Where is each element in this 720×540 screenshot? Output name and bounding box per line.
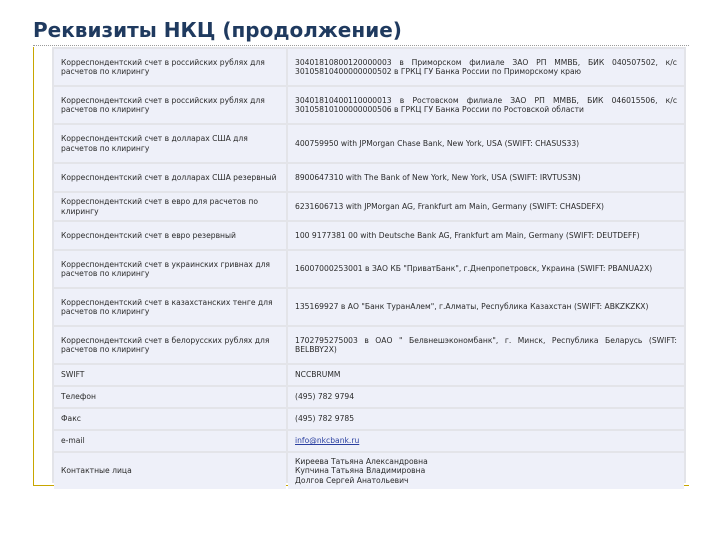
title-dotted-divider [33,45,689,46]
table-row [54,49,684,85]
row-value: (495) 782 9794 [288,387,684,407]
table-row [54,289,684,325]
row-value: 135169927 в АО "Банк ТуранАлем", г.Алматы, Республика Казахстан (SWIFT: ABKZKZKX) [288,289,684,325]
requisites-table [52,47,686,491]
row-value: 30401810800120000003 в Приморском филиале ЗАО РП ММВБ, БИК 040507502, к/с 30105810400000000502 в ГРКЦ ГУ Банка России по Приморскому краю [288,49,684,85]
table-row [54,453,684,489]
row-value: (495) 782 9785 [288,409,684,429]
row-label: Корреспондентский счет в долларах США для расчетов по клирингу [54,125,286,162]
row-label: Корреспондентский счет в евро резервный [54,222,286,249]
row-value: 100 9177381 00 with Deutsche Bank AG, Frankfurt am Main, Germany (SWIFT: DEUTDEFF) [288,222,684,249]
row-label: e-mail [54,431,286,451]
table-row [54,125,684,162]
row-label: Корреспондентский счет в долларах США резервный [54,164,286,191]
row-label: Телефон [54,387,286,407]
row-value: 30401810400110000013 в Ростовском филиале ЗАО РП ММВБ, БИК 046015506, к/с 30105810100000000506 в ГРКЦ ГУ Банка России по Ростовской области [288,87,684,123]
row-label: SWIFT [54,365,286,385]
table-row [54,164,684,191]
row-label: Факс [54,409,286,429]
row-label: Контактные лица [54,453,286,489]
row-value: 400759950 with JPMorgan Chase Bank, New York, USA (SWIFT: CHASUS33) [288,125,684,162]
row-value: 8900647310 with The Bank of New York, New York, USA (SWIFT: IRVTUS3N) [288,164,684,191]
row-value: 16007000253001 в ЗАО КБ "ПриватБанк", г.Днепропетровск, Украина (SWIFT: PBANUA2X) [288,251,684,287]
row-label: Корреспондентский счет в российских рублях для расчетов по клирингу [54,49,286,85]
page-title: Реквизиты НКЦ (продолжение) [33,18,402,42]
table-row [54,327,684,363]
row-value: 1702795275003 в ОАО " Белвнешэкономбанк", г. Минск, Республика Беларусь (SWIFT: BELBBY2X) [288,327,684,363]
table-row [54,251,684,287]
table-row [54,87,684,123]
table-row [54,193,684,220]
row-value: NCCBRUMM [288,365,684,385]
row-value: Киреева Татьяна Александровна Купчина Татьяна Владимировна Долгов Сергей Анатольевич [288,453,684,489]
table-row [54,409,684,429]
requisites-table-container [52,47,686,483]
row-label: Корреспондентский счет в евро для расчетов по клирингу [54,193,286,220]
row-label: Корреспондентский счет в украинских гривнах для расчетов по клирингу [54,251,286,287]
table-row [54,387,684,407]
table-row [54,431,684,451]
left-accent-line [33,47,34,485]
row-value [288,431,684,451]
table-row [54,222,684,249]
table-row [54,365,684,385]
email-link[interactable]: info@nkcbank.ru [295,436,360,446]
row-label: Корреспондентский счет в российских рублях для расчетов по клирингу [54,87,286,123]
row-label: Корреспондентский счет в казахстанских тенге для расчетов по клирингу [54,289,286,325]
row-value: 6231606713 with JPMorgan AG, Frankfurt am Main, Germany (SWIFT: CHASDEFX) [288,193,684,220]
row-label: Корреспондентский счет в белорусских рублях для расчетов по клирингу [54,327,286,363]
